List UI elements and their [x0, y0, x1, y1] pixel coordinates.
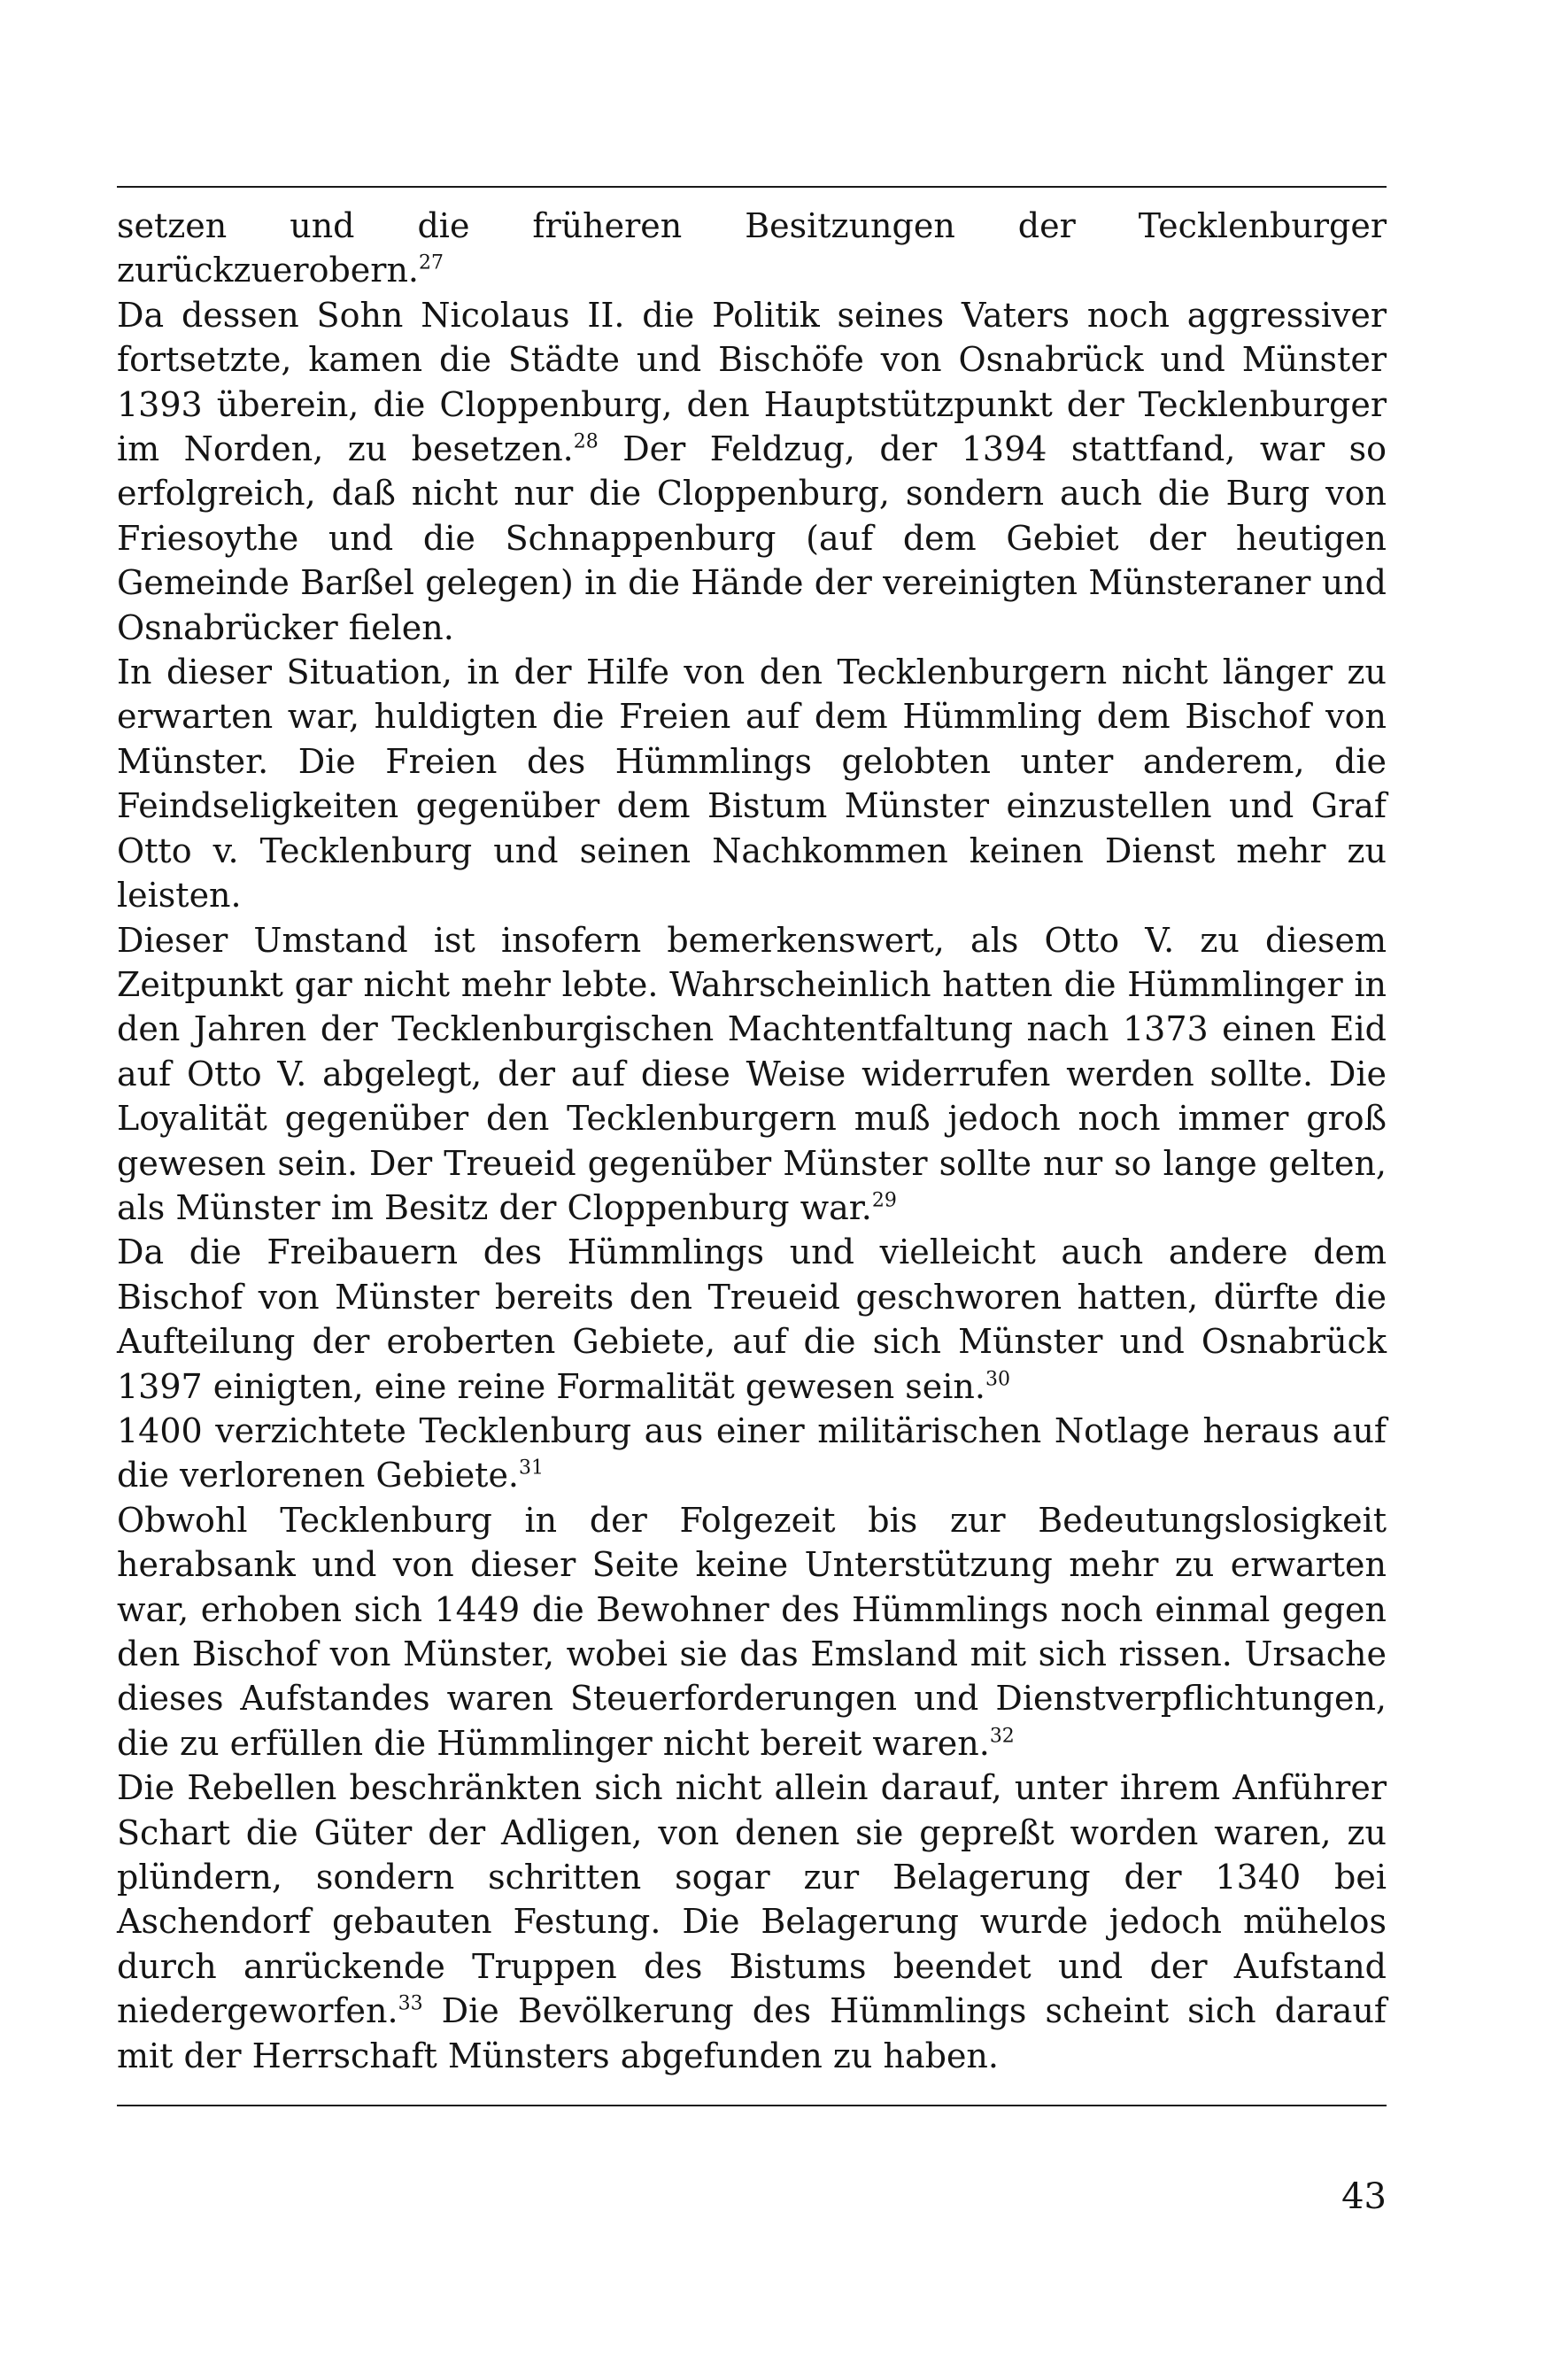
footnote-ref: 28: [573, 430, 599, 453]
bottom-rule: [117, 2105, 1387, 2106]
paragraph: [117, 1498, 1387, 1766]
footnote-ref: 30: [985, 1368, 1010, 1391]
paragraph-text: setzen und die früheren Besitzungen der Tecklenburger zurückzuerobern.: [117, 206, 1387, 290]
footnote-ref: 32: [989, 1725, 1015, 1748]
paragraph-text: Die Bevölkerung des Hümmlings scheint sich darauf mit der Herrschaft Münsters abgefunden zu haben.: [117, 1991, 1387, 2075]
paragraph-text: Die Rebellen beschränkten sich nicht allein darauf, unter ihrem Anführer Schart die Güter der Adligen, von denen sie gepreßt worden waren, zu plündern, sondern schritten sogar zur Belagerung der 1340 bei Aschendorf gebauten Festung. Die Belagerung wurde jedoch mühelos durch anrückende Truppen des Bistums beendet und der Aufstand niedergeworfen.: [117, 1768, 1387, 2031]
paragraph-text: In dieser Situation, in der Hilfe von den Tecklenburgern nicht länger zu erwarten war, huldigten die Freien auf dem Hümmling dem Bischof von Münster. Die Freien des Hümmlings gelobten unter anderem, die Feindseligkeiten gegenüber dem Bistum Münster einzustellen und Graf Otto v. Tecklenburg und seinen Nachkommen keinen Dienst mehr zu leisten.: [117, 653, 1387, 916]
footnote-ref: 27: [419, 252, 444, 275]
paragraph: [117, 650, 1387, 917]
paragraph: [117, 293, 1387, 650]
footnote-ref: 29: [871, 1189, 897, 1212]
paragraph-text: Obwohl Tecklenburg in der Folgezeit bis zur Bedeutungslosigkeit herabsank und von dieser Seite keine Unterstützung mehr zu erwarten war, erhoben sich 1449 die Bewohner des Hümmlings noch einmal gegen den Bischof von Münster, wobei sie das Emsland mit sich rissen. Ursache dieses Aufstandes waren Steuerforderungen und Dienstverpflichtungen, die zu erfüllen die Hümmlinger nicht bereit waren.: [117, 1500, 1387, 1763]
paragraph-text: Da dessen Sohn Nicolaus II. die Politik seines Vaters noch aggressiver fortsetzte, kamen die Städte und Bischöfe von Osnabrück und Münster 1393 überein, die Cloppenburg, den Hauptstützpunkt der Tecklenburger im Norden, zu besetzen.: [117, 295, 1387, 469]
page-number: 43: [1341, 2176, 1387, 2217]
top-rule: [117, 186, 1387, 188]
footnote-ref: 31: [519, 1457, 545, 1480]
paragraph: [117, 918, 1387, 1231]
paragraph: [117, 1409, 1387, 1498]
paragraph-text: 1400 verzichtete Tecklenburg aus einer militärischen Notlage heraus auf die verlorenen Gebiete.: [117, 1410, 1387, 1495]
paragraph-text: Da die Freibauern des Hümmlings und vielleicht auch andere dem Bischof von Münster bereits den Treueid geschworen hatten, dürfte die Aufteilung der eroberten Gebiete, auf die sich Münster und Osnabrück 1397 einigten, eine reine Formalität gewesen sein.: [117, 1232, 1387, 1406]
paragraph-text: Der Feldzug, der 1394 stattfand, war so erfolgreich, daß nicht nur die Cloppenburg, sondern auch die Burg von Friesoythe und die Schnappenburg (auf dem Gebiet der heutigen Gemeinde Barßel gelegen) in die Hände der vereinigten Münsteraner und Osnabrücker fielen.: [117, 429, 1387, 647]
footnote-ref: 33: [398, 1992, 423, 2015]
paragraph: [117, 204, 1387, 293]
paragraph-text: Dieser Umstand ist insofern bemerkenswert, als Otto V. zu diesem Zeitpunkt gar nicht mehr lebte. Wahrscheinlich hatten die Hümmlinger in den Jahren der Tecklenburgischen Machtentfaltung nach 1373 einen Eid auf Otto V. abgelegt, der auf diese Weise widerrufen werden sollte. Die Loyalität gegenüber den Tecklenburgern muß jedoch noch immer groß gewesen sein. Der Treueid gegenüber Münster sollte nur so lange gelten, als Münster im Besitz der Cloppenburg war.: [117, 920, 1387, 1227]
body-text: [117, 204, 1387, 2078]
paragraph: [117, 1230, 1387, 1409]
paragraph: [117, 1766, 1387, 2078]
